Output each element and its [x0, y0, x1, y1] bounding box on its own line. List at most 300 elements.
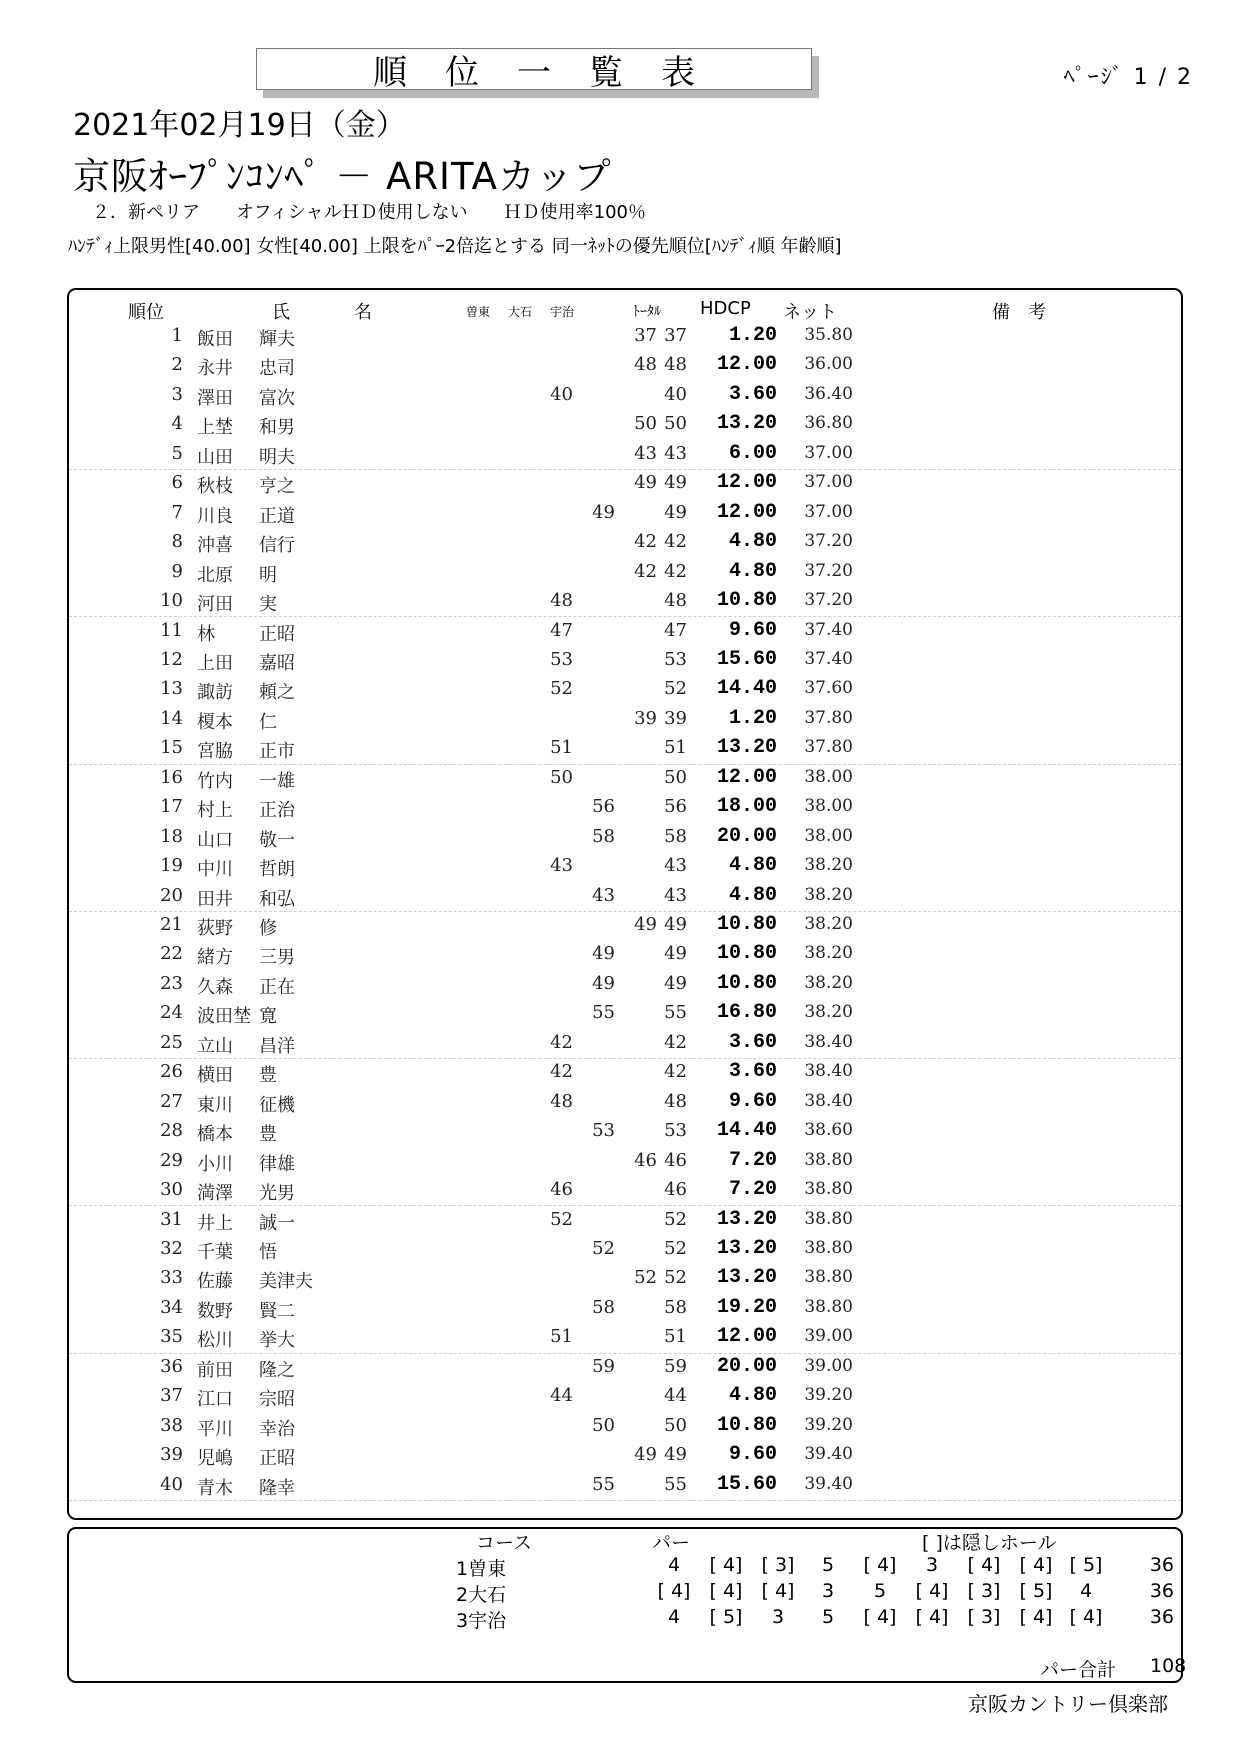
- course-1-score-cell: 50: [550, 766, 573, 788]
- hdcp-cell: 15.60: [716, 1472, 777, 1496]
- hole-par: [ 5]: [1019, 1580, 1053, 1602]
- total-cell: 53: [664, 1120, 687, 1142]
- hole-par: [ 4]: [915, 1580, 949, 1602]
- hdcp-cell: 14.40: [716, 1119, 777, 1143]
- family-name-cell: 田井: [197, 888, 233, 910]
- rank-cell: 9: [171, 560, 183, 582]
- net-cell: 38.20: [804, 972, 853, 993]
- hdcp-cell: 4.80: [728, 530, 777, 554]
- hole-par: [ 4]: [863, 1606, 897, 1628]
- family-name-cell: 波田埜: [197, 1006, 251, 1028]
- hdcp-cell: 3.60: [728, 382, 777, 406]
- hdcp-cell: 4.80: [728, 559, 777, 583]
- hole-par: [ 4]: [863, 1554, 897, 1576]
- given-name-cell: 亨之: [259, 476, 295, 498]
- family-name-cell: 江口: [197, 1389, 233, 1411]
- net-cell: 39.00: [804, 1326, 853, 1347]
- given-name-cell: 頼之: [259, 682, 295, 704]
- net-cell: 37.00: [804, 472, 853, 493]
- col-header-net: ネット: [783, 302, 837, 323]
- course-1-score-cell: 42: [550, 1031, 573, 1053]
- course-1-score-cell: 51: [550, 737, 573, 759]
- course-3-score-cell: 48: [634, 354, 657, 376]
- net-cell: 37.80: [804, 737, 853, 758]
- hdcp-cell: 4.80: [728, 1384, 777, 1408]
- given-name-cell: 豊: [259, 1124, 277, 1146]
- total-cell: 42: [664, 1061, 687, 1083]
- net-cell: 38.20: [804, 1002, 853, 1023]
- total-cell: 55: [664, 1002, 687, 1024]
- hole-par: [ 3]: [761, 1554, 795, 1576]
- given-name-cell: 律雄: [259, 1153, 295, 1175]
- rank-cell: 10: [160, 590, 183, 612]
- net-cell: 39.40: [804, 1444, 853, 1465]
- family-name-cell: 山田: [197, 446, 233, 468]
- given-name-cell: 信行: [259, 535, 295, 557]
- table-row: [69, 705, 1181, 734]
- given-name-cell: 明: [259, 564, 277, 586]
- family-name-cell: 諏訪: [197, 682, 233, 704]
- table-row: [69, 911, 1181, 940]
- hdcp-cell: 19.20: [716, 1295, 777, 1319]
- table-row: [69, 1323, 1181, 1353]
- total-cell: 48: [664, 1090, 687, 1112]
- course-3-score-cell: 42: [634, 531, 657, 553]
- total-cell: 56: [664, 796, 687, 818]
- course-2-score-cell: 58: [592, 1296, 615, 1318]
- handicap-rule: ﾊﾝﾃﾞｨ上限男性[40.00] 女性[40.00] 上限をﾊﾟｰ2倍迄とする 同一ﾈｯﾄの優先順位[ﾊﾝﾃﾞｨ順 年齢順]: [68, 236, 842, 257]
- given-name-cell: 和男: [259, 417, 295, 439]
- hdcp-cell: 6.00: [728, 441, 777, 465]
- net-cell: 37.40: [804, 619, 853, 640]
- rank-cell: 34: [160, 1296, 183, 1318]
- total-cell: 51: [664, 737, 687, 759]
- hdcp-cell: 13.20: [716, 736, 777, 760]
- table-row: [69, 852, 1181, 881]
- course-3-score-cell: 49: [634, 914, 657, 935]
- given-name-cell: 三男: [259, 947, 295, 969]
- rank-cell: 31: [160, 1208, 183, 1230]
- rank-cell: 39: [160, 1444, 183, 1466]
- course-3-score-cell: 49: [634, 1444, 657, 1466]
- hdcp-cell: 12.00: [716, 471, 777, 495]
- table-row: [69, 734, 1181, 764]
- course-3-score-cell: 42: [634, 560, 657, 582]
- hdcp-cell: 12.00: [716, 500, 777, 524]
- rank-cell: 23: [160, 972, 183, 994]
- hdcp-cell: 10.80: [716, 589, 777, 613]
- given-name-cell: 富次: [259, 387, 295, 409]
- total-cell: 43: [664, 884, 687, 906]
- hdcp-cell: 10.80: [716, 971, 777, 995]
- given-name-cell: 忠司: [259, 358, 295, 380]
- total-cell: 52: [664, 1237, 687, 1259]
- net-cell: 39.40: [804, 1473, 853, 1494]
- course-2-score-cell: 52: [592, 1237, 615, 1259]
- table-row: [69, 351, 1181, 380]
- hdcp-cell: 4.80: [728, 883, 777, 907]
- hdcp-cell: 12.00: [716, 765, 777, 789]
- hole-par: 4: [667, 1606, 681, 1628]
- family-name-cell: 村上: [197, 800, 233, 822]
- course-par-total: 36: [1149, 1554, 1174, 1576]
- course-1-score-cell: 40: [550, 383, 573, 405]
- table-row: [69, 587, 1181, 617]
- rank-cell: 28: [160, 1120, 183, 1142]
- net-cell: 38.80: [804, 1208, 853, 1229]
- family-name-cell: 飯田: [197, 329, 233, 350]
- family-name-cell: 橋本: [197, 1124, 233, 1146]
- course-2-score-cell: 49: [592, 943, 615, 965]
- given-name-cell: 輝夫: [259, 329, 295, 350]
- table-row: [69, 1441, 1181, 1470]
- table-row: [69, 499, 1181, 528]
- rank-cell: 11: [160, 619, 183, 641]
- hole-par: [ 4]: [915, 1606, 949, 1628]
- family-name-cell: 宮脇: [197, 741, 233, 763]
- net-cell: 36.00: [804, 354, 853, 375]
- total-cell: 49: [664, 914, 687, 935]
- hole-par: 5: [873, 1580, 887, 1602]
- course-2-score-cell: 55: [592, 1473, 615, 1495]
- family-name-cell: 榎本: [197, 711, 233, 733]
- given-name-cell: 美津夫: [259, 1271, 313, 1293]
- rank-cell: 24: [160, 1002, 183, 1024]
- total-cell: 52: [664, 1267, 687, 1289]
- col-header-rank: 順位: [128, 302, 164, 323]
- table-row: [69, 617, 1181, 646]
- table-row: [69, 1088, 1181, 1117]
- course-2-score-cell: 56: [592, 796, 615, 818]
- family-name-cell: 青木: [197, 1477, 233, 1499]
- rank-cell: 3: [171, 383, 183, 405]
- col-header-total: ﾄｰﾀﾙ: [633, 304, 661, 320]
- rank-cell: 4: [171, 413, 183, 435]
- given-name-cell: 豊: [259, 1065, 277, 1087]
- course-2-score-cell: 53: [592, 1120, 615, 1142]
- rank-cell: 32: [160, 1237, 183, 1259]
- total-cell: 50: [664, 1414, 687, 1436]
- hole-par: 3: [821, 1580, 835, 1602]
- table-row: [69, 1235, 1181, 1264]
- table-row: [69, 1058, 1181, 1087]
- course-1-score-cell: 48: [550, 1090, 573, 1112]
- total-cell: 48: [664, 354, 687, 376]
- given-name-cell: 一雄: [259, 770, 295, 792]
- total-cell: 49: [664, 501, 687, 523]
- hole-par: [ 4]: [761, 1580, 795, 1602]
- course-3-score-cell: 46: [634, 1149, 657, 1171]
- hdcp-cell: 14.40: [716, 677, 777, 701]
- rank-cell: 2: [171, 354, 183, 376]
- net-cell: 38.80: [804, 1237, 853, 1258]
- total-cell: 42: [664, 560, 687, 582]
- hdcp-cell: 18.00: [716, 795, 777, 819]
- table-row: [69, 646, 1181, 675]
- given-name-cell: 光男: [259, 1183, 295, 1205]
- course-par-total: 36: [1149, 1606, 1174, 1628]
- table-row: [69, 558, 1181, 587]
- total-cell: 47: [664, 619, 687, 641]
- course-header: コース: [476, 1532, 533, 1554]
- family-name-cell: 河田: [197, 594, 233, 616]
- given-name-cell: 実: [259, 594, 277, 616]
- given-name-cell: 明夫: [259, 446, 295, 468]
- total-cell: 53: [664, 648, 687, 670]
- rank-cell: 20: [160, 884, 183, 906]
- table-row: [69, 1147, 1181, 1176]
- rank-cell: 16: [160, 766, 183, 788]
- given-name-cell: 敬一: [259, 829, 295, 851]
- total-cell: 40: [664, 383, 687, 405]
- table-row: [69, 999, 1181, 1028]
- total-cell: 49: [664, 1444, 687, 1466]
- total-cell: 42: [664, 1031, 687, 1053]
- table-row: [69, 1412, 1181, 1441]
- course-1-score-cell: 52: [550, 1208, 573, 1230]
- hdcp-cell: 20.00: [716, 824, 777, 848]
- given-name-cell: 賢二: [259, 1300, 295, 1322]
- rank-cell: 19: [160, 855, 183, 877]
- hdcp-cell: 15.60: [716, 647, 777, 671]
- total-cell: 49: [664, 972, 687, 994]
- rank-cell: 29: [160, 1149, 183, 1171]
- total-cell: 39: [664, 707, 687, 729]
- rank-cell: 6: [171, 472, 183, 494]
- course-1-score-cell: 51: [550, 1326, 573, 1348]
- given-name-cell: 和弘: [259, 888, 295, 910]
- hole-par: [ 3]: [967, 1580, 1001, 1602]
- net-cell: 38.60: [804, 1120, 853, 1141]
- rank-cell: 5: [171, 442, 183, 464]
- course-par-total: 36: [1149, 1580, 1174, 1602]
- family-name-cell: 数野: [197, 1300, 233, 1322]
- total-cell: 58: [664, 825, 687, 847]
- rank-cell: 40: [160, 1473, 183, 1495]
- net-cell: 38.80: [804, 1179, 853, 1200]
- given-name-cell: 正在: [259, 976, 295, 998]
- given-name-cell: 正市: [259, 741, 295, 763]
- given-name-cell: 正昭: [259, 623, 295, 645]
- given-name-cell: 正昭: [259, 1448, 295, 1470]
- family-name-cell: 秋枝: [197, 476, 233, 498]
- course-2-score-cell: 49: [592, 972, 615, 994]
- table-row: [69, 675, 1181, 704]
- hdcp-cell: 12.00: [716, 353, 777, 377]
- col-header-course-2: 大石: [508, 305, 533, 319]
- net-cell: 38.40: [804, 1090, 853, 1111]
- hole-par: [ 4]: [1019, 1554, 1053, 1576]
- rank-cell: 17: [160, 796, 183, 818]
- net-cell: 37.20: [804, 590, 853, 611]
- table-row: [69, 1353, 1181, 1382]
- total-cell: 49: [664, 472, 687, 494]
- total-cell: 44: [664, 1385, 687, 1407]
- given-name-cell: 挙大: [259, 1330, 295, 1352]
- net-cell: 38.20: [804, 884, 853, 905]
- net-cell: 38.00: [804, 766, 853, 787]
- net-cell: 38.00: [804, 825, 853, 846]
- given-name-cell: 修: [259, 918, 277, 939]
- net-cell: 36.40: [804, 383, 853, 404]
- hole-par: [ 4]: [1019, 1606, 1053, 1628]
- family-name-cell: 前田: [197, 1359, 233, 1381]
- table-row: [69, 1029, 1181, 1059]
- hole-par: 4: [667, 1554, 681, 1576]
- net-cell: 38.80: [804, 1267, 853, 1288]
- given-name-cell: 昌洋: [259, 1035, 295, 1057]
- course-1-score-cell: 47: [550, 619, 573, 641]
- rank-cell: 12: [160, 648, 183, 670]
- hdcp-cell: 16.80: [716, 1001, 777, 1025]
- course-3-score-cell: 37: [634, 325, 657, 346]
- given-name-cell: 仁: [259, 711, 277, 733]
- col-header-course-3: 宇治: [550, 305, 575, 319]
- family-name-cell: 沖喜: [197, 535, 233, 557]
- total-cell: 37: [664, 325, 687, 346]
- family-name-cell: 松川: [197, 1330, 233, 1352]
- net-cell: 37.00: [804, 501, 853, 522]
- net-cell: 38.40: [804, 1031, 853, 1052]
- course-3-score-cell: 49: [634, 472, 657, 494]
- net-cell: 38.80: [804, 1149, 853, 1170]
- family-name-cell: 平川: [197, 1418, 233, 1440]
- rank-cell: 7: [171, 501, 183, 523]
- total-cell: 50: [664, 413, 687, 435]
- rank-cell: 8: [171, 531, 183, 553]
- given-name-cell: 征機: [259, 1094, 295, 1116]
- hdcp-cell: 3.60: [728, 1030, 777, 1054]
- hole-par: [ 5]: [1069, 1554, 1103, 1576]
- course-1-score-cell: 44: [550, 1385, 573, 1407]
- total-cell: 46: [664, 1149, 687, 1171]
- par-total-label: パー合計: [1040, 1659, 1117, 1681]
- rank-cell: 30: [160, 1179, 183, 1201]
- hdcp-cell: 9.60: [728, 1089, 777, 1113]
- family-name-cell: 児嶋: [197, 1448, 233, 1470]
- rank-cell: 14: [160, 707, 183, 729]
- hdcp-cell: 7.20: [728, 1178, 777, 1202]
- hdcp-cell: 20.00: [716, 1354, 777, 1378]
- hole-par: [ 4]: [1069, 1606, 1103, 1628]
- event-name: 京阪ｵｰﾌﾟﾝｺﾝﾍﾟ － ARITAカップ: [73, 155, 612, 198]
- total-cell: 42: [664, 531, 687, 553]
- net-cell: 37.80: [804, 707, 853, 728]
- net-cell: 39.20: [804, 1385, 853, 1406]
- net-cell: 38.80: [804, 1296, 853, 1317]
- family-name-cell: 川良: [197, 505, 233, 527]
- net-cell: 37.40: [804, 648, 853, 669]
- col-header-remarks: 備 考: [992, 302, 1046, 323]
- hdcp-cell: 7.20: [728, 1148, 777, 1172]
- net-cell: 37.20: [804, 560, 853, 581]
- total-cell: 51: [664, 1326, 687, 1348]
- course-2-score-cell: 43: [592, 884, 615, 906]
- total-cell: 49: [664, 943, 687, 965]
- total-cell: 50: [664, 766, 687, 788]
- net-cell: 37.00: [804, 442, 853, 463]
- total-cell: 52: [664, 678, 687, 700]
- table-row: [69, 1206, 1181, 1235]
- table-row: [69, 970, 1181, 999]
- net-cell: 37.20: [804, 531, 853, 552]
- course-name: 3宇治: [456, 1610, 507, 1632]
- hole-par: 4: [1079, 1580, 1093, 1602]
- total-cell: 43: [664, 442, 687, 464]
- hole-par: 3: [771, 1606, 785, 1628]
- table-row: [69, 940, 1181, 969]
- table-row: [69, 528, 1181, 557]
- table-row: [69, 322, 1181, 351]
- table-row: [69, 1117, 1181, 1146]
- table-row: [69, 1176, 1181, 1206]
- net-cell: 37.60: [804, 678, 853, 699]
- rank-cell: 1: [171, 325, 183, 346]
- hole-par: [ 4]: [709, 1580, 743, 1602]
- rank-cell: 25: [160, 1031, 183, 1053]
- hdcp-cell: 13.20: [716, 1236, 777, 1260]
- given-name-cell: 悟: [259, 1241, 277, 1263]
- table-row: [69, 1294, 1181, 1323]
- par-header: パー: [652, 1532, 691, 1554]
- hole-par: [ 3]: [967, 1606, 1001, 1628]
- family-name-cell: 横田: [197, 1065, 233, 1087]
- table-row: [69, 440, 1181, 470]
- family-name-cell: 東川: [197, 1094, 233, 1116]
- given-name-cell: 隆之: [259, 1359, 295, 1381]
- rank-cell: 21: [160, 914, 183, 935]
- hole-par: 5: [821, 1606, 835, 1628]
- hole-par: 5: [821, 1554, 835, 1576]
- net-cell: 39.00: [804, 1355, 853, 1376]
- family-name-cell: 山口: [197, 829, 233, 851]
- total-cell: 52: [664, 1208, 687, 1230]
- hdcp-cell: 10.80: [716, 913, 777, 936]
- hole-par: [ 4]: [967, 1554, 1001, 1576]
- family-name-cell: 上田: [197, 652, 233, 674]
- net-cell: 38.20: [804, 943, 853, 964]
- course-3-score-cell: 39: [634, 707, 657, 729]
- hdcp-cell: 9.60: [728, 618, 777, 642]
- hdcp-cell: 1.20: [728, 706, 777, 730]
- course-1-score-cell: 42: [550, 1061, 573, 1083]
- hdcp-cell: 12.00: [716, 1325, 777, 1349]
- rank-cell: 38: [160, 1414, 183, 1436]
- course-2-score-cell: 59: [592, 1355, 615, 1377]
- table-row: [69, 469, 1181, 498]
- given-name-cell: 宗昭: [259, 1389, 295, 1411]
- total-cell: 43: [664, 855, 687, 877]
- rank-cell: 26: [160, 1061, 183, 1083]
- hole-par: [ 5]: [709, 1606, 743, 1628]
- net-cell: 39.20: [804, 1414, 853, 1435]
- rank-cell: 13: [160, 678, 183, 700]
- net-cell: 38.20: [804, 914, 853, 934]
- page-title: 順位一覧表: [256, 48, 812, 90]
- course-3-score-cell: 50: [634, 413, 657, 435]
- hole-par: 3: [925, 1554, 939, 1576]
- table-row: [69, 1264, 1181, 1293]
- rank-cell: 33: [160, 1267, 183, 1289]
- hdcp-cell: 13.20: [716, 412, 777, 436]
- course-1-score-cell: 46: [550, 1179, 573, 1201]
- table-row: [69, 764, 1181, 793]
- club-name: 京阪カントリー倶楽部: [968, 1692, 1168, 1716]
- family-name-cell: 小川: [197, 1153, 233, 1175]
- hdcp-cell: 4.80: [728, 854, 777, 878]
- family-name-cell: 久森: [197, 976, 233, 998]
- hdcp-cell: 9.60: [728, 1443, 777, 1467]
